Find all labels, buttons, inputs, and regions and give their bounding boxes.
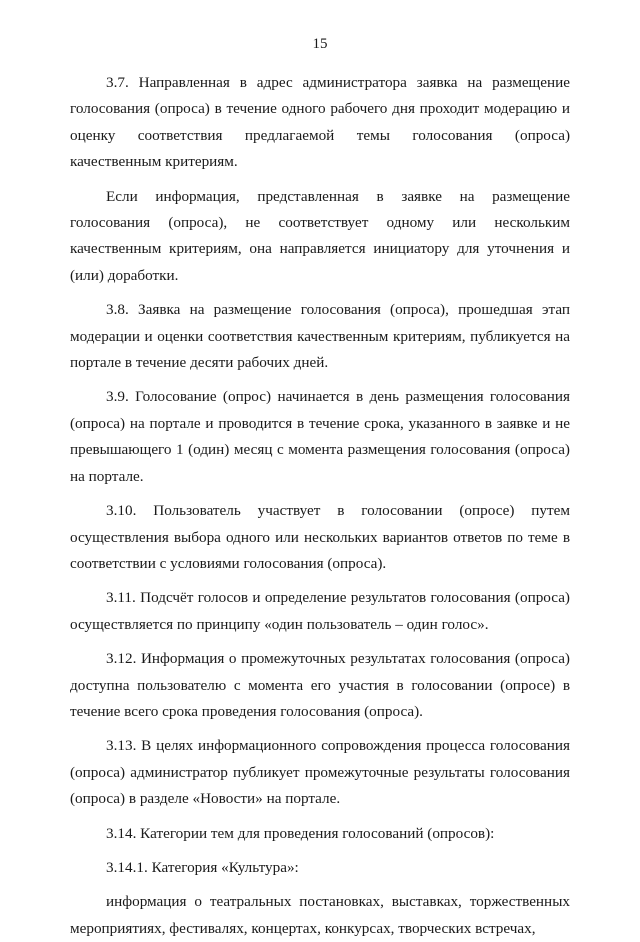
paragraph-3-14-1-content: информация о театральных постановках, выставках, торжественных мероприятиях, фестивалях, концертах, конкурсах, творческих встречах,: [70, 893, 570, 937]
paragraph-3-13: 3.13. В целях информационного сопровождения процесса голосования (опроса) администратор публикует промежуточные результаты голосования (опроса) в разделе «Новости» на портале.: [70, 737, 570, 808]
paragraph-3-14: 3.14. Категории тем для проведения голосований (опросов):: [106, 824, 495, 842]
paragraph-3-8: 3.8. Заявка на размещение голосования (опроса), прошедшая этап модерации и оценки соответствия качественным критериям, публикуется на портале в течение десяти рабочих дней.: [70, 301, 570, 372]
paragraph-3-7-note: Если информация, представленная в заявке на размещение голосования (опроса), не соответствует одному или нескольким качественным критериям, она направляется инициатору для уточнения и (или) доработки.: [70, 187, 570, 284]
paragraph-3-14-1: 3.14.1. Категория «Культура»:: [106, 858, 299, 876]
paragraph-3-9: 3.9. Голосование (опрос) начинается в день размещения голосования (опроса) на портале и проводится в течение срока, указанного в заявке и не превышающего 1 (один) месяц с момента размещения голосования (опроса) на портале.: [70, 388, 570, 485]
paragraph-3-11: 3.11. Подсчёт голосов и определение результатов голосования (опроса) осуществляется по принципу «один пользователь – один голос».: [70, 589, 570, 633]
document-body: [70, 70, 570, 942]
page-number: 15: [312, 36, 328, 52]
paragraph-3-7: 3.7. Направленная в адрес администратора заявка на размещение голосования (опроса) в течение одного рабочего дня проходит модерацию и оценку соответствия предлагаемой темы голосования (опроса) качественным критериям.: [70, 74, 570, 171]
paragraph-3-10: 3.10. Пользователь участвует в голосовании (опросе) путем осуществления выбора одного или нескольких вариантов ответов по теме в соответствии с условиями голосования (опроса).: [70, 502, 570, 572]
paragraph-3-12: 3.12. Информация о промежуточных результатах голосования (опроса) доступна пользователю с момента его участия в голосовании (опросе) в течение всего срока проведения голосования (опроса).: [70, 650, 570, 720]
